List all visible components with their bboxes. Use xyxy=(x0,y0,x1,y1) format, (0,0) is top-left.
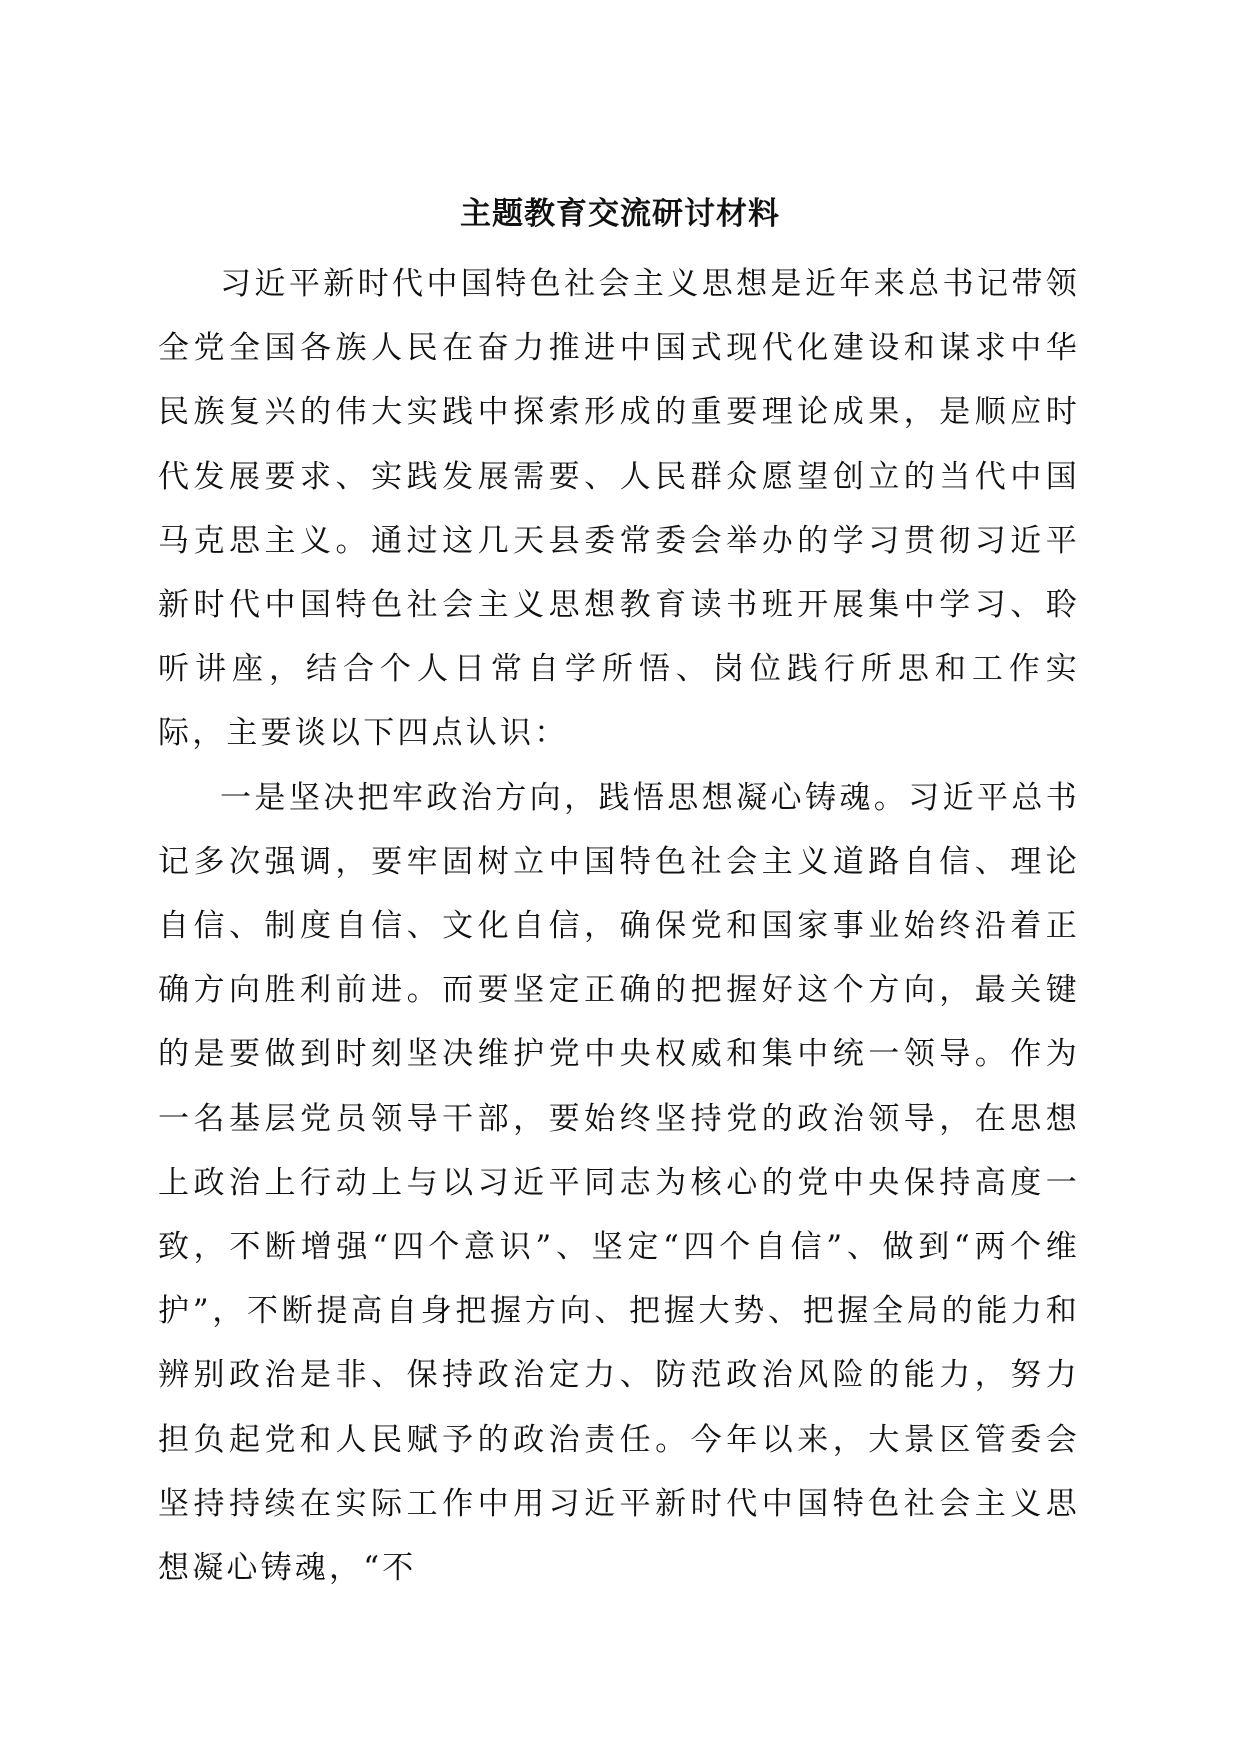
paragraph-point-one: 一是坚决把牢政治方向，践悟思想凝心铸魂。习近平总书记多次强调，要牢固树立中国特色社会主义道路自信、理论自信、制度自信、文化自信，确保党和国家事业始终沿着正确方向胜利前进。而要坚定正确的把握好这个方向，最关键的是要做到时刻坚决维护党中央权威和集中统一领导。作为一名基层党员领导干部，要始终坚持党的政治领导，在思想上政治上行动上与以习近平同志为核心的党中央保持高度一致，不断增强“四个意识”、坚定“四个自信”、做到“两个维护”，不断提高自身把握方向、把握大势、把握全局的能力和辨别政治是非、保持政治定力、防范政治风险的能力，努力担负起党和人民赋予的政治责任。今年以来，大景区管委会坚持持续在实际工作中用习近平新时代中国特色社会主义思想凝心铸魂，“不 xyxy=(158,779,1080,1587)
document-body xyxy=(158,252,1080,1600)
paragraph-intro: 习近平新时代中国特色社会主义思想是近年来总书记带领全党全国各族人民在奋力推进中国式现代化建设和谋求中华民族复兴的伟大实践中探索形成的重要理论成果，是顺应时代发展要求、实践发展需要、人民群众愿望创立的当代中国马克思主义。通过这几天县委常委会举办的学习贯彻习近平新时代中国特色社会主义思想教育读书班开展集中学习、聆听讲座，结合个人日常自学所悟、岗位践行所思和工作实际，主要谈以下四点认识： xyxy=(158,266,1080,752)
document-title: 主题教育交流研讨材料 xyxy=(460,196,780,232)
